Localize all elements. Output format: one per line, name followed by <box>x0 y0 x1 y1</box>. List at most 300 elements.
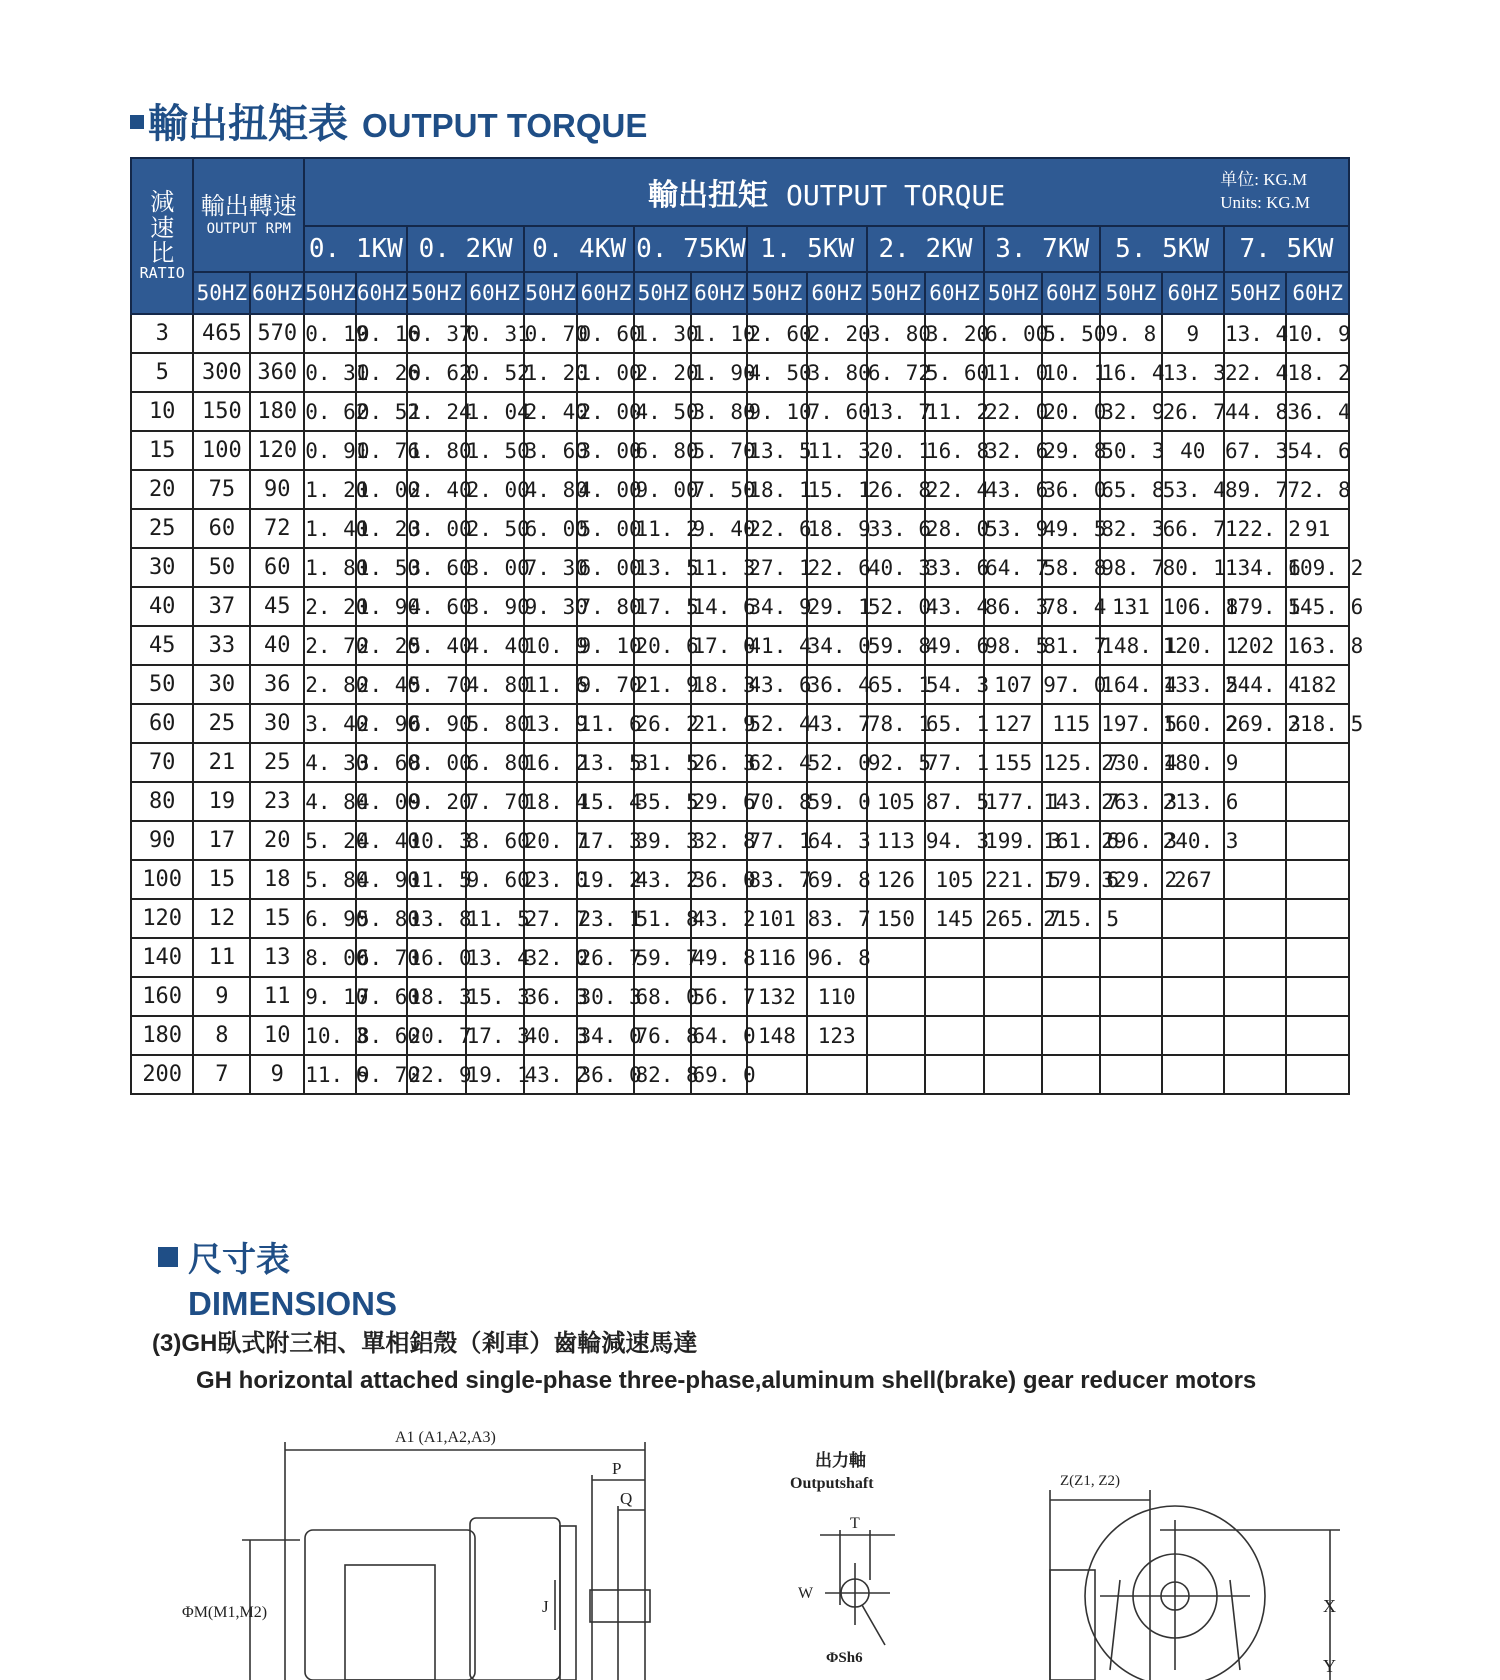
unit-cn: 单位: KG.M <box>1220 170 1308 189</box>
torque-cell: 0. 91 <box>304 431 356 470</box>
torque-cell <box>1162 977 1224 1016</box>
torque-cell: 32. 6 <box>984 431 1042 470</box>
torque-cell: 16. 0 <box>407 938 465 977</box>
torque-cell: 13. 5 <box>577 743 634 782</box>
table-row <box>131 1016 1349 1055</box>
torque-cell: 68. 0 <box>634 977 691 1016</box>
label-output-shaft-cn: 出力軸 <box>815 1451 866 1470</box>
title-cn: 輸出扭矩表 <box>148 102 348 146</box>
dimensions-title-cn: 尺寸表 <box>188 1241 290 1279</box>
torque-cell: 82. 8 <box>634 1055 691 1094</box>
torque-cell: 21. 9 <box>691 704 747 743</box>
table-row <box>131 938 1349 977</box>
torque-cell: 5. 00 <box>577 509 634 548</box>
rpm-hz-50: 50HZ <box>193 272 250 314</box>
torque-cell: 13. 4 <box>466 938 524 977</box>
torque-cell: 4. 80 <box>524 470 578 509</box>
torque-cell: 19. 2 <box>577 860 634 899</box>
torque-cell <box>1042 1055 1100 1094</box>
torque-cell: 43. 6 <box>747 665 806 704</box>
torque-cell: 107 <box>984 665 1042 704</box>
rpm-hz-60: 60HZ <box>250 272 304 314</box>
torque-cell: 40. 3 <box>867 548 925 587</box>
torque-cell: 18. 3 <box>407 977 465 1016</box>
torque-cell: 87. 5 <box>925 782 984 821</box>
torque-cell: 3. 40 <box>304 704 356 743</box>
power-header: 1. 5KW <box>747 226 866 272</box>
torque-cell: 179. 6 <box>1042 860 1100 899</box>
torque-cell: 67. 3 <box>1224 431 1286 470</box>
torque-cell: 5. 70 <box>691 431 747 470</box>
label-output-shaft-en: Outputshaft <box>790 1475 874 1492</box>
torque-cell: 98. 7 <box>1100 548 1161 587</box>
torque-cell <box>1100 977 1161 1016</box>
torque-cell: 3. 60 <box>407 548 465 587</box>
torque-cell <box>925 1016 984 1055</box>
torque-cell: 9. 10 <box>304 977 356 1016</box>
torque-cell: 0. 16 <box>356 314 408 353</box>
rpm-cell: 40 <box>250 626 304 665</box>
torque-cell: 43. 2 <box>691 899 747 938</box>
power-header: 0. 75KW <box>634 226 747 272</box>
torque-cell: 65. 1 <box>867 665 925 704</box>
torque-cell: 39. 3 <box>634 821 691 860</box>
torque-cell: 9 <box>1162 314 1224 353</box>
torque-cell: 6. 00 <box>577 548 634 587</box>
torque-cell: 2. 00 <box>466 470 524 509</box>
torque-cell: 22. 6 <box>807 548 867 587</box>
torque-cell: 9. 00 <box>634 470 691 509</box>
hz-header: 50HZ <box>867 272 925 314</box>
torque-cell: 43. 6 <box>984 470 1042 509</box>
ratio-cell: 40 <box>131 587 193 626</box>
rpm-cell: 10 <box>250 1016 304 1055</box>
torque-cell: 6. 90 <box>304 899 356 938</box>
torque-cell <box>1286 899 1349 938</box>
torque-cell: 64. 7 <box>984 548 1042 587</box>
torque-cell: 32. 8 <box>691 821 747 860</box>
torque-cell: 0. 31 <box>304 353 356 392</box>
torque-cell: 69. 0 <box>691 1055 747 1094</box>
square-bullet-icon <box>158 1247 178 1267</box>
torque-cell: 4. 30 <box>304 743 356 782</box>
torque-cell: 240. 3 <box>1162 821 1224 860</box>
torque-cell: 13. 4 <box>1224 314 1286 353</box>
torque-cell: 11. 6 <box>577 704 634 743</box>
torque-cell: 213. 6 <box>1162 782 1224 821</box>
torque-cell: 150 <box>867 899 925 938</box>
torque-cell: 4. 90 <box>356 860 408 899</box>
rpm-cell: 120 <box>250 431 304 470</box>
table-row <box>131 314 1349 353</box>
torque-cell <box>925 938 984 977</box>
torque-cell <box>1286 743 1349 782</box>
ratio-cell: 60 <box>131 704 193 743</box>
ratio-cell: 90 <box>131 821 193 860</box>
torque-cell: 15. 3 <box>466 977 524 1016</box>
torque-cell: 22. 4 <box>1224 353 1286 392</box>
torque-cell: 9. 70 <box>577 665 634 704</box>
torque-cell: 296. 3 <box>1100 821 1161 860</box>
torque-cell <box>1042 938 1100 977</box>
torque-cell: 6. 72 <box>867 353 925 392</box>
rpm-cell: 25 <box>250 743 304 782</box>
hz-header: 60HZ <box>1042 272 1100 314</box>
rpm-cell: 33 <box>193 626 250 665</box>
rpm-cell: 75 <box>193 470 250 509</box>
torque-cell: 5. 80 <box>466 704 524 743</box>
rpm-cell: 37 <box>193 587 250 626</box>
hz-header: 50HZ <box>1224 272 1286 314</box>
torque-cell <box>1286 1016 1349 1055</box>
hz-header: 60HZ <box>577 272 634 314</box>
torque-cell: 59. 8 <box>867 626 925 665</box>
table-row <box>131 860 1349 899</box>
torque-cell: 133. 5 <box>1162 665 1224 704</box>
rpm-cell: 90 <box>250 470 304 509</box>
torque-cell: 91 <box>1286 509 1349 548</box>
table-row <box>131 470 1349 509</box>
torque-cell: 3. 00 <box>577 431 634 470</box>
rpm-cell: 13 <box>250 938 304 977</box>
torque-cell: 62. 4 <box>747 743 806 782</box>
torque-cell: 115 <box>1042 704 1100 743</box>
torque-cell: 199. 3 <box>984 821 1042 860</box>
torque-cell: 65. 1 <box>925 704 984 743</box>
torque-cell: 66. 7 <box>1162 509 1224 548</box>
rpm-cell: 30 <box>250 704 304 743</box>
torque-cell: 5. 50 <box>1042 314 1100 353</box>
torque-cell <box>984 1016 1042 1055</box>
torque-cell <box>1286 860 1349 899</box>
power-header: 0. 2KW <box>407 226 523 272</box>
rpm-cell: 11 <box>193 938 250 977</box>
torque-cell: 96. 8 <box>807 938 867 977</box>
label-p: P <box>612 1459 622 1478</box>
torque-cell: 22. 6 <box>747 509 806 548</box>
title-en: OUTPUT TORQUE <box>362 107 648 144</box>
torque-cell: 180. 9 <box>1162 743 1224 782</box>
rpm-cell: 23 <box>250 782 304 821</box>
rpm-cell: 45 <box>250 587 304 626</box>
torque-cell: 2. 40 <box>356 665 408 704</box>
torque-cell: 329. 2 <box>1100 860 1161 899</box>
torque-cell: 110 <box>807 977 867 1016</box>
torque-cell: 11. 5 <box>407 860 465 899</box>
torque-cell <box>1042 977 1100 1016</box>
torque-cell: 41. 4 <box>747 626 806 665</box>
torque-cell: 3. 20 <box>925 314 984 353</box>
torque-cell: 1. 50 <box>356 548 408 587</box>
rpm-cell: 9 <box>193 977 250 1016</box>
torque-cell <box>1286 938 1349 977</box>
torque-cell: 0. 70 <box>524 314 578 353</box>
torque-cell <box>867 1016 925 1055</box>
torque-cell: 14. 6 <box>691 587 747 626</box>
hz-header: 50HZ <box>304 272 356 314</box>
torque-cell: 43. 4 <box>925 587 984 626</box>
torque-cell <box>984 1055 1042 1094</box>
torque-cell: 1. 20 <box>356 509 408 548</box>
label-m: ΦM(M1,M2) <box>182 1604 268 1621</box>
torque-cell: 64. 3 <box>807 821 867 860</box>
torque-cell: 3. 60 <box>524 431 578 470</box>
rpm-cell: 15 <box>250 899 304 938</box>
torque-cell: 15. 1 <box>807 470 867 509</box>
torque-cell: 34. 0 <box>807 626 867 665</box>
torque-cell: 58. 8 <box>1042 548 1100 587</box>
label-w: W <box>798 1585 814 1602</box>
table-row <box>131 743 1349 782</box>
torque-cell: 9. 10 <box>577 626 634 665</box>
torque-cell <box>1286 782 1349 821</box>
torque-cell: 43. 7 <box>807 704 867 743</box>
power-header: 3. 7KW <box>984 226 1100 272</box>
torque-cell: 0. 52 <box>356 392 408 431</box>
torque-cell: 2. 40 <box>407 470 465 509</box>
torque-cell <box>1042 1016 1100 1055</box>
torque-cell: 143. 7 <box>1042 782 1100 821</box>
torque-cell: 10. 3 <box>407 821 465 860</box>
table-row <box>131 587 1349 626</box>
torque-cell: 7. 60 <box>356 977 408 1016</box>
torque-cell: 101 <box>747 899 806 938</box>
torque-cell: 2. 50 <box>466 509 524 548</box>
ratio-cell: 70 <box>131 743 193 782</box>
rpm-cell: 72 <box>250 509 304 548</box>
torque-cell: 145. 6 <box>1286 587 1349 626</box>
torque-cell: 265. 7 <box>984 899 1042 938</box>
torque-cell: 1. 50 <box>466 431 524 470</box>
torque-cell: 148. 1 <box>1100 626 1161 665</box>
torque-cell: 3. 90 <box>466 587 524 626</box>
table-row <box>131 626 1349 665</box>
unit-en: Units: KG.M <box>1220 192 1310 212</box>
torque-cell: 3. 00 <box>466 548 524 587</box>
torque-cell: 10. 1 <box>1042 353 1100 392</box>
torque-cell: 11. 2 <box>925 392 984 431</box>
torque-cell: 52. 0 <box>867 587 925 626</box>
rpm-header <box>193 158 304 272</box>
ratio-cell: 100 <box>131 860 193 899</box>
torque-cell: 218. 5 <box>1286 704 1349 743</box>
torque-cell: 17. 3 <box>577 821 634 860</box>
torque-cell: 7. 70 <box>466 782 524 821</box>
torque-cell: 8. 00 <box>407 743 465 782</box>
torque-cell: 27. 1 <box>747 548 806 587</box>
power-header: 0. 1KW <box>304 226 407 272</box>
table-row <box>131 353 1349 392</box>
torque-cell: 19. 1 <box>466 1055 524 1094</box>
rpm-cell: 12 <box>193 899 250 938</box>
rpm-cell: 15 <box>193 860 250 899</box>
table-row <box>131 548 1349 587</box>
torque-cell: 132 <box>747 977 806 1016</box>
output-torque-table <box>130 157 1364 1095</box>
ratio-cell: 50 <box>131 665 193 704</box>
torque-cell: 5. 20 <box>304 821 356 860</box>
torque-cell: 0. 52 <box>466 353 524 392</box>
torque-cell: 6. 90 <box>407 704 465 743</box>
torque-cell: 20. 7 <box>407 1016 465 1055</box>
torque-cell: 126 <box>867 860 925 899</box>
label-a1: A1 (A1,A2,A3) <box>395 1429 496 1446</box>
torque-cell: 2. 80 <box>304 665 356 704</box>
rpm-cell: 20 <box>250 821 304 860</box>
table-row <box>131 509 1349 548</box>
torque-cell: 15. 4 <box>577 782 634 821</box>
torque-cell: 36. 4 <box>807 665 867 704</box>
torque-cell: 13. 5 <box>747 431 806 470</box>
torque-cell: 122. 2 <box>1224 509 1286 548</box>
torque-cell: 72. 8 <box>1286 470 1349 509</box>
torque-cell: 5. 40 <box>407 626 465 665</box>
torque-cell: 10. 9 <box>1286 314 1349 353</box>
torque-cell: 230. 4 <box>1100 743 1161 782</box>
label-t: T <box>850 1515 860 1532</box>
torque-cell: 163. 8 <box>1286 626 1349 665</box>
table-row <box>131 821 1349 860</box>
table-row <box>131 782 1349 821</box>
torque-cell: 13. 7 <box>867 392 925 431</box>
table-row <box>131 1055 1349 1094</box>
torque-cell <box>867 938 925 977</box>
torque-header-title <box>648 178 1005 213</box>
hz-header: 60HZ <box>925 272 984 314</box>
torque-cell: 131 <box>1100 587 1161 626</box>
torque-cell: 26. 3 <box>691 743 747 782</box>
rpm-cell: 60 <box>193 509 250 548</box>
rpm-cell: 150 <box>193 392 250 431</box>
torque-cell: 33. 6 <box>867 509 925 548</box>
rpm-cell: 50 <box>193 548 250 587</box>
ratio-cell: 45 <box>131 626 193 665</box>
rpm-cell: 570 <box>250 314 304 353</box>
torque-cell <box>747 1055 806 1094</box>
torque-cell: 9. 8 <box>1100 314 1161 353</box>
hz-header: 50HZ <box>634 272 691 314</box>
torque-cell: 109. 2 <box>1286 548 1349 587</box>
rpm-header-cn: 輸出轉速 <box>200 192 297 221</box>
torque-cell: 27. 7 <box>524 899 578 938</box>
rpm-cell: 8 <box>193 1016 250 1055</box>
torque-cell: 2. 90 <box>356 704 408 743</box>
rpm-cell: 21 <box>193 743 250 782</box>
power-header: 2. 2KW <box>867 226 984 272</box>
torque-cell <box>1100 938 1161 977</box>
torque-cell: 26. 7 <box>577 938 634 977</box>
rpm-cell: 360 <box>250 353 304 392</box>
torque-cell: 77. 1 <box>747 821 806 860</box>
torque-cell: 9. 70 <box>356 1055 408 1094</box>
rpm-cell: 7 <box>193 1055 250 1094</box>
torque-cell: 82. 3 <box>1100 509 1161 548</box>
torque-cell: 16. 8 <box>925 431 984 470</box>
rpm-cell: 30 <box>193 665 250 704</box>
torque-cell <box>1286 1055 1349 1094</box>
torque-cell: 10. 3 <box>304 1016 356 1055</box>
torque-cell: 244. 4 <box>1224 665 1286 704</box>
torque-cell: 50. 3 <box>1100 431 1161 470</box>
rpm-cell: 100 <box>193 431 250 470</box>
torque-cell: 1. 90 <box>691 353 747 392</box>
torque-cell: 3. 60 <box>356 743 408 782</box>
torque-cell: 3. 80 <box>691 392 747 431</box>
torque-cell: 4. 60 <box>407 587 465 626</box>
torque-cell: 3. 00 <box>407 509 465 548</box>
torque-cell: 78. 4 <box>1042 587 1100 626</box>
rpm-cell: 60 <box>250 548 304 587</box>
torque-cell <box>1286 821 1349 860</box>
rpm-cell: 11 <box>250 977 304 1016</box>
torque-cell: 40. 3 <box>524 1016 578 1055</box>
torque-cell: 202 <box>1224 626 1286 665</box>
torque-cell <box>1162 1055 1224 1094</box>
torque-cell <box>1224 899 1286 938</box>
torque-cell: 5. 80 <box>356 899 408 938</box>
torque-cell: 92. 5 <box>867 743 925 782</box>
torque-cell: 0. 60 <box>577 314 634 353</box>
torque-cell: 0. 76 <box>356 431 408 470</box>
ratio-header <box>131 158 193 314</box>
torque-cell: 8. 60 <box>356 1016 408 1055</box>
torque-cell: 26. 2 <box>634 704 691 743</box>
torque-cell: 22. 4 <box>925 470 984 509</box>
ratio-cell: 180 <box>131 1016 193 1055</box>
torque-cell <box>1286 977 1349 1016</box>
label-y: Y <box>1323 1656 1336 1676</box>
torque-cell: 17. 3 <box>466 1016 524 1055</box>
torque-cell: 51. 8 <box>634 899 691 938</box>
section-title-dimensions <box>158 1232 397 1323</box>
torque-cell: 6. 80 <box>466 743 524 782</box>
torque-cell: 78. 1 <box>867 704 925 743</box>
torque-cell: 77. 1 <box>925 743 984 782</box>
torque-cell: 0. 62 <box>407 353 465 392</box>
ratio-cell: 20 <box>131 470 193 509</box>
torque-cell <box>1162 1016 1224 1055</box>
torque-cell: 54. 3 <box>925 665 984 704</box>
torque-cell: 1. 40 <box>304 509 356 548</box>
torque-cell: 32. 9 <box>1100 392 1161 431</box>
power-header: 7. 5KW <box>1224 226 1349 272</box>
section-title-output-torque <box>130 92 647 149</box>
torque-cell: 83. 7 <box>807 899 867 938</box>
torque-cell: 7. 50 <box>691 470 747 509</box>
torque-cell: 18. 3 <box>691 665 747 704</box>
torque-cell: 267 <box>1162 860 1224 899</box>
ratio-header-en: RATIO <box>139 263 185 282</box>
torque-cell: 179. 5 <box>1224 587 1286 626</box>
torque-cell: 80. 1 <box>1162 548 1224 587</box>
torque-cell: 5. 60 <box>925 353 984 392</box>
torque-cell: 11. 3 <box>691 548 747 587</box>
rpm-cell: 25 <box>193 704 250 743</box>
torque-cell: 11. 2 <box>634 509 691 548</box>
hz-header: 60HZ <box>356 272 408 314</box>
torque-cell: 215. 5 <box>1042 899 1100 938</box>
torque-cell: 1. 20 <box>524 353 578 392</box>
torque-cell <box>867 977 925 1016</box>
torque-cell: 6. 00 <box>984 314 1042 353</box>
label-z: Z(Z1, Z2) <box>1060 1473 1120 1489</box>
torque-cell: 9. 60 <box>466 860 524 899</box>
torque-cell: 43. 2 <box>634 860 691 899</box>
torque-cell: 5. 70 <box>407 665 465 704</box>
torque-cell: 116 <box>747 938 806 977</box>
rpm-cell: 19 <box>193 782 250 821</box>
torque-cell: 18. 4 <box>524 782 578 821</box>
